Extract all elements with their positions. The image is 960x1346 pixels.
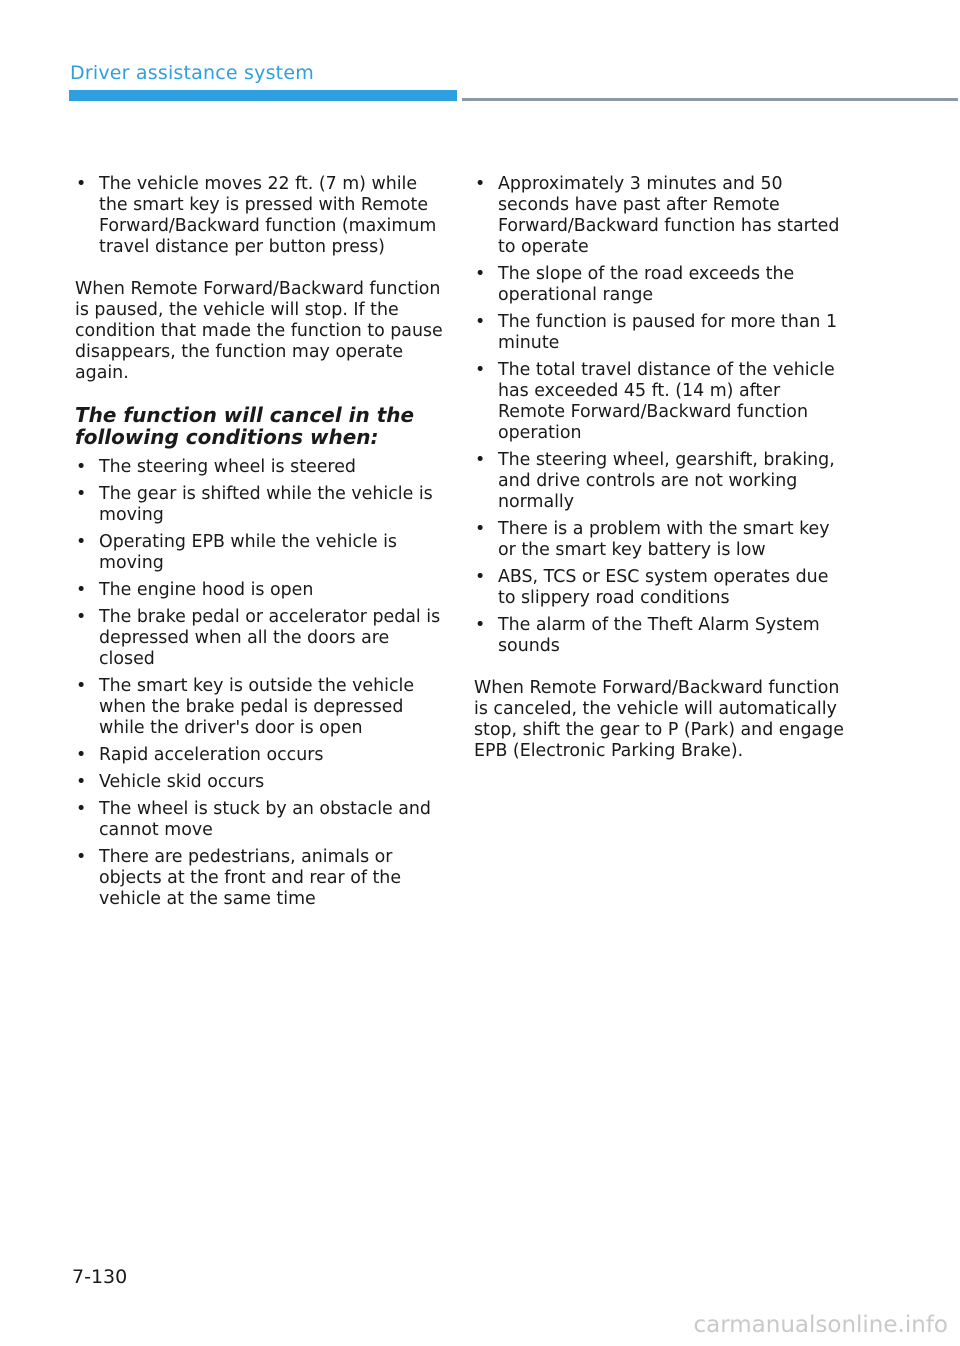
list-item: • The wheel is stuck by an obstacle and cannot move [75,799,447,841]
list-item: • The function is paused for more than 1 minute [474,312,846,354]
cancel-conditions-list-left [75,457,447,910]
left-column [75,174,447,916]
list-item: • There are pedestrians, animals or objects at the front and rear of the vehicle at the same time [75,847,447,910]
list-item: • The alarm of the Theft Alarm System sounds [474,615,846,657]
list-item: • The steering wheel, gearshift, braking, and drive controls are not working normally [474,450,846,513]
list-item: • The slope of the road exceeds the operational range [474,264,846,306]
list-item: • The brake pedal or accelerator pedal is depressed when all the doors are closed [75,607,447,670]
list-item: • Approximately 3 minutes and 50 seconds have past after Remote Forward/Backward function has started to operate [474,174,846,258]
cancel-conditions-list-right [474,174,846,657]
header-rule [462,98,958,101]
cancel-conditions-heading: The function will cancel in the following conditions when: [75,403,415,449]
list-item: • Operating EPB while the vehicle is moving [75,532,447,574]
list-item: • Vehicle skid occurs [75,772,447,793]
paused-paragraph: When Remote Forward/Backward function is paused, the vehicle will stop. If the condition that made the function to pause disappears, the function may operate again. [75,279,443,383]
list-item: • Rapid acceleration occurs [75,745,447,766]
list-item: • The engine hood is open [75,580,447,601]
header-rule-accent [69,90,457,101]
list-item: • There is a problem with the smart key or the smart key battery is low [474,519,846,561]
list-item: • The smart key is outside the vehicle when the brake pedal is depressed while the driver's door is open [75,676,447,739]
right-column [474,174,846,762]
page-number: 7-130 [72,1266,128,1288]
watermark: carmanualsonline.info [693,1312,948,1338]
list-item: • The steering wheel is steered [75,457,447,478]
list-item: • The total travel distance of the vehicle has exceeded 45 ft. (14 m) after Remote Forward/Backward function operation [474,360,846,444]
list-item: • The vehicle moves 22 ft. (7 m) while the smart key is pressed with Remote Forward/Backward function (maximum travel distance per button press) [75,174,447,258]
vehicle-moves-list [75,174,447,258]
canceled-paragraph: When Remote Forward/Backward function is canceled, the vehicle will automatically stop, shift the gear to P (Park) and engage EPB (Electronic Parking Brake). [474,678,844,761]
list-item: • ABS, TCS or ESC system operates due to slippery road conditions [474,567,846,609]
list-item: • The gear is shifted while the vehicle is moving [75,484,447,526]
section-title: Driver assistance system [70,62,314,84]
